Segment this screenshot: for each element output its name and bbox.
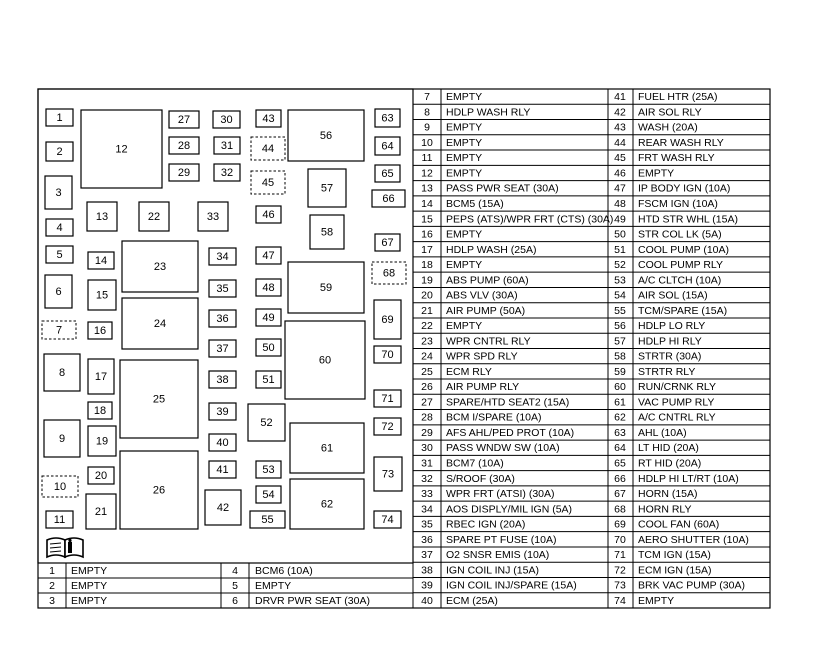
legend-left-label: PASS PWR SEAT (30A)	[446, 182, 559, 195]
fuse-box-8	[44, 354, 80, 391]
bottom-label: EMPTY	[71, 565, 108, 577]
legend-left-number: 26	[421, 381, 433, 394]
legend-right-number: 47	[614, 182, 626, 195]
bottom-number: 5	[232, 580, 238, 592]
legend-left-number: 22	[421, 320, 433, 333]
legend-right-label: HORN (15A)	[638, 488, 698, 501]
fuse-box-28	[169, 137, 199, 154]
legend-left-label: EMPTY	[446, 121, 483, 134]
fuse-box-15	[88, 280, 116, 310]
legend-right-number: 69	[614, 518, 626, 531]
fuse-number-66: 66	[382, 193, 395, 205]
legend-left-number: 25	[421, 365, 433, 378]
legend-left-label: EMPTY	[446, 320, 483, 333]
fuse-number-2: 2	[56, 146, 63, 158]
fuse-number-11: 11	[53, 514, 66, 526]
legend-right-label: BRK VAC PUMP (30A)	[638, 579, 745, 592]
fuse-box-40	[209, 434, 236, 451]
fuse-box-17	[88, 359, 114, 394]
legend-right-label: HDLP LO RLY	[638, 320, 706, 333]
legend-left-number: 34	[421, 503, 433, 516]
fuse-box-37	[209, 340, 236, 357]
fuse-number-5: 5	[56, 249, 63, 261]
fuse-number-34: 34	[216, 251, 229, 263]
fuse-box-14	[88, 252, 114, 269]
legend-right-number: 70	[614, 533, 626, 546]
fuse-box-29	[169, 164, 199, 181]
legend-left-number: 8	[424, 106, 430, 119]
fuse-box-34	[209, 248, 236, 265]
legend-right-number: 59	[614, 365, 626, 378]
fuse-box-11	[46, 511, 73, 528]
fuse-number-68: 68	[382, 267, 396, 280]
legend-left-label: BCM7 (10A)	[446, 457, 504, 470]
legend-right-number: 64	[614, 442, 626, 455]
fuse-box-50	[256, 339, 281, 356]
fuse-number-26: 26	[152, 484, 166, 497]
legend-left-label: HDLP WASH RLY	[446, 106, 531, 119]
bottom-number: 6	[232, 595, 238, 607]
legend-right-number: 68	[614, 503, 626, 516]
legend-right-number: 43	[614, 121, 626, 134]
legend-right-label: HDLP HI RLY	[638, 335, 702, 348]
fuse-boxes	[42, 109, 406, 529]
fuse-box-62	[290, 479, 364, 529]
legend-left-number: 39	[421, 579, 433, 592]
legend-left-label: EMPTY	[446, 228, 483, 241]
legend-right-label: AHL (10A)	[638, 426, 687, 439]
legend-left-number: 10	[421, 136, 433, 149]
legend-left-number: 23	[421, 335, 433, 348]
bottom-label: DRVR PWR SEAT (30A)	[255, 595, 370, 607]
fuse-number-69: 69	[381, 314, 394, 326]
legend-right-number: 62	[614, 411, 626, 424]
fuse-box-71	[374, 390, 401, 407]
legend-right-label: FRT WASH RLY	[638, 152, 715, 165]
fuse-number-24: 24	[153, 318, 167, 330]
legend-right-number: 71	[614, 549, 626, 562]
fuse-box-57	[308, 169, 346, 207]
legend-right-label: TCM/SPARE (15A)	[638, 304, 728, 317]
legend-right-number: 74	[614, 594, 626, 607]
fuse-box-22	[139, 202, 169, 231]
legend-right-number: 48	[614, 197, 626, 210]
legend-right-label: RT HID (20A)	[638, 457, 702, 470]
legend-left-label: EMPTY	[446, 152, 483, 165]
legend-left-number: 9	[424, 121, 430, 134]
fuse-number-19: 19	[95, 435, 109, 448]
fuse-box-41	[209, 461, 236, 478]
fuse-number-54: 54	[262, 489, 275, 501]
legend-right-label: HTD STR WHL (15A)	[638, 213, 738, 226]
fuse-number-10: 10	[53, 481, 67, 493]
legend-left-number: 19	[421, 274, 433, 287]
fuse-number-58: 58	[320, 226, 334, 239]
fuse-number-25: 25	[152, 393, 166, 406]
legend-left-number: 32	[421, 472, 433, 485]
legend-right-number: 54	[614, 289, 626, 302]
fuse-box-1	[46, 109, 73, 126]
bottom-label: BCM6 (10A)	[255, 565, 313, 577]
legend-left-label: WPR CNTRL RLY	[446, 335, 531, 348]
legend-left-number: 33	[421, 488, 433, 501]
legend-right-label: HDLP HI LT/RT (10A)	[638, 472, 739, 485]
fuse-number-48: 48	[262, 282, 275, 294]
fuse-box-32	[214, 164, 240, 181]
manual-book-icon	[46, 536, 84, 558]
fuse-number-7: 7	[55, 324, 63, 337]
fuse-box-27	[169, 111, 199, 128]
fuse-number-12: 12	[115, 143, 128, 156]
fuse-number-42: 42	[216, 502, 230, 514]
legend-left-label: IGN COIL INJ (15A)	[446, 564, 539, 577]
legend-left-number: 24	[421, 350, 433, 363]
legend-left-label: IGN COIL INJ/SPARE (15A)	[446, 579, 577, 592]
legend-right-number: 49	[614, 213, 626, 226]
fuse-box-63	[375, 109, 400, 127]
legend-left-label: WPR SPD RLY	[446, 350, 518, 363]
fuse-number-14: 14	[94, 255, 108, 267]
legend-right-label: REAR WASH RLY	[638, 136, 724, 149]
fuse-number-29: 29	[177, 167, 191, 179]
legend-right-number: 41	[614, 91, 626, 104]
fuse-box-65	[375, 165, 400, 182]
legend-right-number: 72	[614, 564, 626, 577]
fuse-number-55: 55	[261, 514, 274, 526]
legend-left-label: EMPTY	[446, 91, 483, 104]
legend-left-number: 27	[421, 396, 433, 409]
legend-right-number: 66	[614, 472, 626, 485]
fuse-box-12	[81, 110, 162, 188]
fuse-box-13	[87, 202, 117, 231]
fuse-number-43: 43	[262, 113, 275, 125]
legend-right-label: STRTR (30A)	[638, 350, 702, 363]
legend-right-number: 53	[614, 274, 626, 287]
fuse-number-35: 35	[216, 283, 229, 295]
legend-left-number: 40	[421, 594, 433, 607]
legend-left-label: AOS DISPLY/MIL IGN (5A)	[446, 503, 573, 516]
legend-right-label: EMPTY	[638, 167, 675, 180]
fuse-number-56: 56	[319, 130, 333, 142]
legend-left-label: ECM (25A)	[446, 594, 498, 607]
fuse-number-37: 37	[216, 343, 229, 355]
legend-left-label: S/ROOF (30A)	[446, 472, 515, 485]
fuse-box-19	[88, 426, 116, 456]
fuse-number-6: 6	[55, 286, 62, 298]
fuse-box-9	[44, 420, 80, 457]
fuse-box-42	[205, 490, 241, 525]
fuse-box-52	[248, 404, 285, 441]
fuse-number-45: 45	[261, 177, 275, 189]
fuse-number-18: 18	[93, 405, 107, 417]
legend-left-label: ABS PUMP (60A)	[446, 274, 529, 287]
fuse-box-61	[290, 423, 364, 473]
legend-left-label: HDLP WASH (25A)	[446, 243, 537, 256]
legend-right-number: 51	[614, 243, 626, 256]
fuse-number-52: 52	[260, 417, 273, 429]
fuse-box-10	[42, 476, 78, 497]
fuse-box-18	[88, 402, 112, 419]
fuse-box-24	[122, 298, 198, 349]
fuse-number-51: 51	[262, 374, 275, 386]
fuse-number-33: 33	[206, 211, 220, 223]
fuse-box-3	[45, 176, 72, 209]
legend-right-label: IP BODY IGN (10A)	[638, 182, 731, 195]
legend-left-number: 13	[421, 182, 433, 195]
legend-right-number: 42	[614, 106, 626, 119]
fuse-number-1: 1	[56, 112, 63, 124]
fuse-box-45	[251, 171, 285, 194]
fuse-box-25	[120, 360, 198, 438]
legend-left-label: EMPTY	[446, 136, 483, 149]
legend-left-number: 7	[424, 91, 430, 104]
fuse-number-59: 59	[319, 282, 333, 294]
fuse-box-64	[375, 137, 400, 155]
fuse-number-46: 46	[262, 209, 275, 221]
fuse-box-67	[375, 234, 400, 251]
fuse-box-5	[46, 246, 73, 263]
fuse-box-36	[209, 310, 236, 327]
fuse-number-31: 31	[220, 140, 234, 152]
fuse-box-7	[42, 321, 76, 339]
fuse-box-20	[88, 467, 114, 484]
fuse-box-2	[46, 142, 73, 161]
legend-left-number: 30	[421, 442, 433, 455]
fuse-number-9: 9	[58, 433, 66, 445]
fuse-number-72: 72	[381, 421, 394, 433]
legend-right-label: COOL FAN (60A)	[638, 518, 720, 531]
legend-left-label: SPARE PT FUSE (10A)	[446, 533, 557, 546]
fuse-number-32: 32	[220, 167, 234, 179]
fuse-box-59	[288, 262, 364, 313]
fuse-number-64: 64	[381, 140, 394, 153]
fuse-number-13: 13	[95, 211, 109, 223]
legend-left-label: PEPS (ATS)/WPR FRT (CTS) (30A)	[446, 213, 614, 226]
legend-left-label: BCM I/SPARE (10A)	[446, 411, 542, 424]
fuse-number-22: 22	[147, 211, 161, 223]
legend-right-label: AIR SOL (15A)	[638, 289, 708, 302]
fuse-box-4	[46, 219, 73, 236]
fuse-box-58	[310, 215, 344, 249]
legend-left-number: 35	[421, 518, 433, 531]
legend-left-number: 29	[421, 426, 433, 439]
legend-left-number: 36	[421, 533, 433, 546]
fuse-number-8: 8	[58, 367, 66, 379]
legend-left-number: 12	[421, 167, 433, 180]
fuse-number-70: 70	[381, 349, 394, 361]
legend-left-number: 37	[421, 549, 433, 562]
legend-left-number: 38	[421, 564, 433, 577]
fuse-number-62: 62	[320, 498, 334, 511]
legend-right-label: RUN/CRNK RLY	[638, 381, 716, 394]
fuse-number-15: 15	[95, 289, 109, 302]
bottom-number: 1	[49, 565, 55, 577]
fuse-box-68	[372, 262, 406, 284]
legend-right-label: FSCM IGN (10A)	[638, 197, 718, 210]
fuse-box-74	[374, 511, 401, 528]
fuse-number-3: 3	[55, 187, 62, 199]
fuse-box-46	[256, 206, 281, 223]
legend-right-label: COOL PUMP (10A)	[638, 243, 730, 256]
legend-right-label: ECM IGN (15A)	[638, 564, 712, 577]
legend-right-label: TCM IGN (15A)	[638, 549, 711, 562]
legend-left-number: 21	[421, 304, 433, 317]
legend-right-number: 63	[614, 426, 626, 439]
legend-left-label: PASS WNDW SW (10A)	[446, 442, 560, 455]
bottom-number: 3	[49, 595, 55, 607]
legend-right-label: STRTR RLY	[638, 365, 696, 378]
bottom-label: EMPTY	[71, 580, 108, 592]
fuse-number-49: 49	[262, 312, 275, 324]
fuse-number-23: 23	[153, 261, 167, 273]
fuse-box-43	[256, 110, 281, 127]
fuse-number-40: 40	[216, 437, 229, 449]
fuse-number-47: 47	[262, 250, 275, 262]
fuse-number-71: 71	[381, 393, 394, 405]
fuse-box-38	[209, 371, 236, 388]
fuse-box-23	[122, 241, 198, 292]
fuse-box-69	[374, 300, 401, 339]
bottom-number: 2	[49, 580, 55, 592]
legend-left-label: SPARE/HTD SEAT2 (15A)	[446, 396, 570, 409]
fuse-number-21: 21	[94, 506, 108, 518]
legend-right-label: LT HID (20A)	[638, 442, 699, 455]
fuse-number-39: 39	[216, 406, 229, 418]
legend-right-number: 73	[614, 579, 626, 592]
legend-left-number: 31	[421, 457, 433, 470]
fuse-number-28: 28	[177, 140, 191, 152]
fuse-number-73: 73	[381, 468, 395, 481]
legend-right-number: 65	[614, 457, 626, 470]
legend-left-label: AFS AHL/PED PROT (10A)	[446, 426, 575, 439]
legend-left-number: 17	[421, 243, 433, 256]
fuse-box-55	[250, 511, 285, 528]
fuse-number-65: 65	[381, 168, 394, 180]
legend-left-label: AIR PUMP RLY	[446, 381, 520, 394]
fuse-box-73	[374, 457, 402, 491]
fuse-box-51	[256, 371, 281, 388]
fuse-box-66	[372, 190, 405, 207]
legend-left-number: 16	[421, 228, 433, 241]
legend-left-number: 18	[421, 259, 433, 272]
fuse-box-53	[256, 461, 281, 478]
legend-right-label: COOL PUMP RLY	[638, 259, 723, 272]
legend-right-label: A/C CLTCH (10A)	[638, 274, 722, 287]
fuse-box-16	[88, 322, 112, 339]
legend-left-label: EMPTY	[446, 259, 483, 272]
fuse-number-27: 27	[177, 114, 191, 126]
fuse-number-20: 20	[94, 470, 108, 482]
fuse-number-57: 57	[320, 182, 334, 195]
fuse-box-6	[45, 275, 72, 308]
legend-left-label: ECM RLY	[446, 365, 492, 378]
bottom-label: EMPTY	[71, 595, 108, 607]
fuse-box-54	[256, 486, 281, 503]
legend-right-label: AIR SOL RLY	[638, 106, 702, 119]
legend-left-label: RBEC IGN (20A)	[446, 518, 526, 531]
legend-right-label: WASH (20A)	[638, 121, 698, 134]
legend-right-number: 67	[614, 488, 626, 501]
fuse-box-47	[256, 247, 281, 264]
legend-right-number: 50	[614, 228, 626, 241]
fuse-number-17: 17	[94, 371, 108, 383]
fuse-box-48	[256, 279, 281, 296]
fuse-number-74: 74	[381, 514, 394, 526]
fuse-number-67: 67	[381, 237, 394, 249]
fuse-box-44	[251, 137, 285, 160]
fuse-number-41: 41	[216, 464, 229, 476]
legend-left-label: ABS VLV (30A)	[446, 289, 518, 302]
legend-right-number: 44	[614, 136, 626, 149]
fuse-box-56	[288, 110, 364, 161]
fuse-box-72	[374, 418, 401, 435]
fuse-number-38: 38	[216, 374, 229, 386]
legend-right-number: 58	[614, 350, 626, 363]
fuse-number-4: 4	[56, 222, 63, 234]
fuse-number-61: 61	[320, 442, 334, 455]
legend-right-number: 56	[614, 320, 626, 333]
fuse-number-50: 50	[262, 342, 275, 354]
legend-left-label: WPR FRT (ATSI) (30A)	[446, 488, 555, 501]
legend-right-label: STR COL LK (5A)	[638, 228, 722, 241]
legend-right-number: 46	[614, 167, 626, 180]
legend-right-number: 45	[614, 152, 626, 165]
legend-left-label: EMPTY	[446, 167, 483, 180]
legend-right-number: 57	[614, 335, 626, 348]
legend-right-label: HORN RLY	[638, 503, 692, 516]
legend-left-number: 11	[421, 152, 433, 165]
legend-right-label: EMPTY	[638, 594, 675, 607]
legend-left-label: O2 SNSR EMIS (10A)	[446, 549, 550, 562]
fuse-box-39	[209, 403, 236, 420]
legend-right-number: 52	[614, 259, 626, 272]
legend-left-number: 15	[421, 213, 433, 226]
fuse-box-49	[256, 309, 281, 326]
fuse-number-63: 63	[381, 112, 394, 125]
fuse-number-30: 30	[220, 114, 233, 126]
fuse-box-31	[214, 137, 240, 154]
fuse-box-26	[120, 451, 198, 529]
legend-right-label: FUEL HTR (25A)	[638, 91, 718, 104]
fuse-box-70	[374, 346, 401, 363]
legend-left-number: 28	[421, 411, 433, 424]
fuse-number-60: 60	[318, 354, 332, 367]
legend-right-number: 60	[614, 381, 626, 394]
legend-left-label: AIR PUMP (50A)	[446, 304, 526, 317]
legend-left-label: BCM5 (15A)	[446, 197, 504, 210]
legend-right-label: A/C CNTRL RLY	[638, 411, 716, 424]
legend-right-label: AERO SHUTTER (10A)	[638, 533, 749, 546]
legend-right-label: VAC PUMP RLY	[638, 396, 715, 409]
legend-left-number: 14	[421, 197, 433, 210]
fuse-number-44: 44	[261, 143, 275, 155]
fuse-box-35	[209, 280, 236, 297]
bottom-number: 4	[232, 565, 238, 577]
fuse-number-53: 53	[262, 464, 275, 476]
legend-left-number: 20	[421, 289, 433, 302]
legend-right-number: 61	[614, 396, 626, 409]
legend-right-number: 55	[614, 304, 626, 317]
fuse-box-30	[213, 111, 240, 128]
fuse-number-36: 36	[216, 313, 229, 325]
bottom-label: EMPTY	[255, 580, 292, 592]
fuse-box-33	[198, 202, 228, 231]
fuse-box-21	[86, 494, 116, 529]
fuse-number-16: 16	[93, 325, 107, 337]
fuse-box-60	[285, 321, 365, 399]
